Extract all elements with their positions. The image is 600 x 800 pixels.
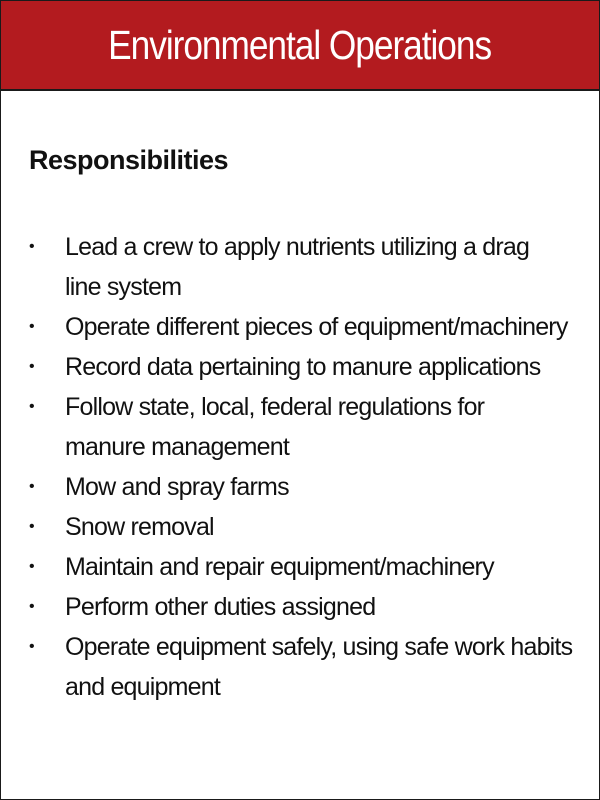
list-item-text: [65, 507, 589, 547]
list-item: [29, 627, 589, 707]
list-item-line: Lead a crew to apply nutrients utilizing a drag: [65, 233, 530, 261]
list-item-text: [65, 307, 589, 347]
list-item-line: Record data pertaining to manure applications: [65, 353, 541, 381]
list-item-text: [65, 227, 589, 307]
list-item: [29, 547, 589, 587]
bullet-icon: •: [29, 238, 34, 255]
bullet-icon: •: [29, 398, 34, 415]
list-item-line: Maintain and repair equipment/machinery: [65, 553, 494, 581]
bullet-icon: •: [29, 598, 34, 615]
list-item: [29, 467, 589, 507]
list-item-text: [65, 627, 589, 707]
list-item: [29, 387, 589, 467]
bullet-icon: •: [29, 558, 34, 575]
list-item: [29, 307, 589, 347]
responsibilities-list: [29, 227, 589, 707]
list-item-line: line system: [65, 273, 182, 301]
list-item-text: [65, 587, 589, 627]
list-item-text: [65, 387, 589, 467]
bullet-icon: •: [29, 478, 34, 495]
list-item-text: [65, 547, 589, 587]
list-item-text: [65, 467, 589, 507]
list-item-line: Operate different pieces of equipment/machinery: [65, 313, 568, 341]
list-item: [29, 347, 589, 387]
list-item: [29, 587, 589, 627]
section-heading: Responsibilities: [29, 145, 229, 175]
list-item-line: Mow and spray farms: [65, 473, 289, 501]
list-item: [29, 227, 589, 307]
title-banner: [1, 1, 599, 91]
list-item-line: Snow removal: [65, 513, 214, 541]
list-item-line: Perform other duties assigned: [65, 593, 376, 621]
page-title: Environmental Operations: [108, 21, 492, 68]
bullet-icon: •: [29, 318, 34, 335]
list-item-line: and equipment: [65, 673, 221, 701]
list-item-line: manure management: [65, 433, 290, 461]
list-item: [29, 507, 589, 547]
bullet-icon: •: [29, 358, 34, 375]
list-item-text: [65, 347, 589, 387]
list-item-line: Operate equipment safely, using safe work habits: [65, 633, 573, 661]
bullet-icon: •: [29, 518, 34, 535]
list-item-line: Follow state, local, federal regulations for: [65, 393, 485, 421]
bullet-icon: •: [29, 638, 34, 655]
